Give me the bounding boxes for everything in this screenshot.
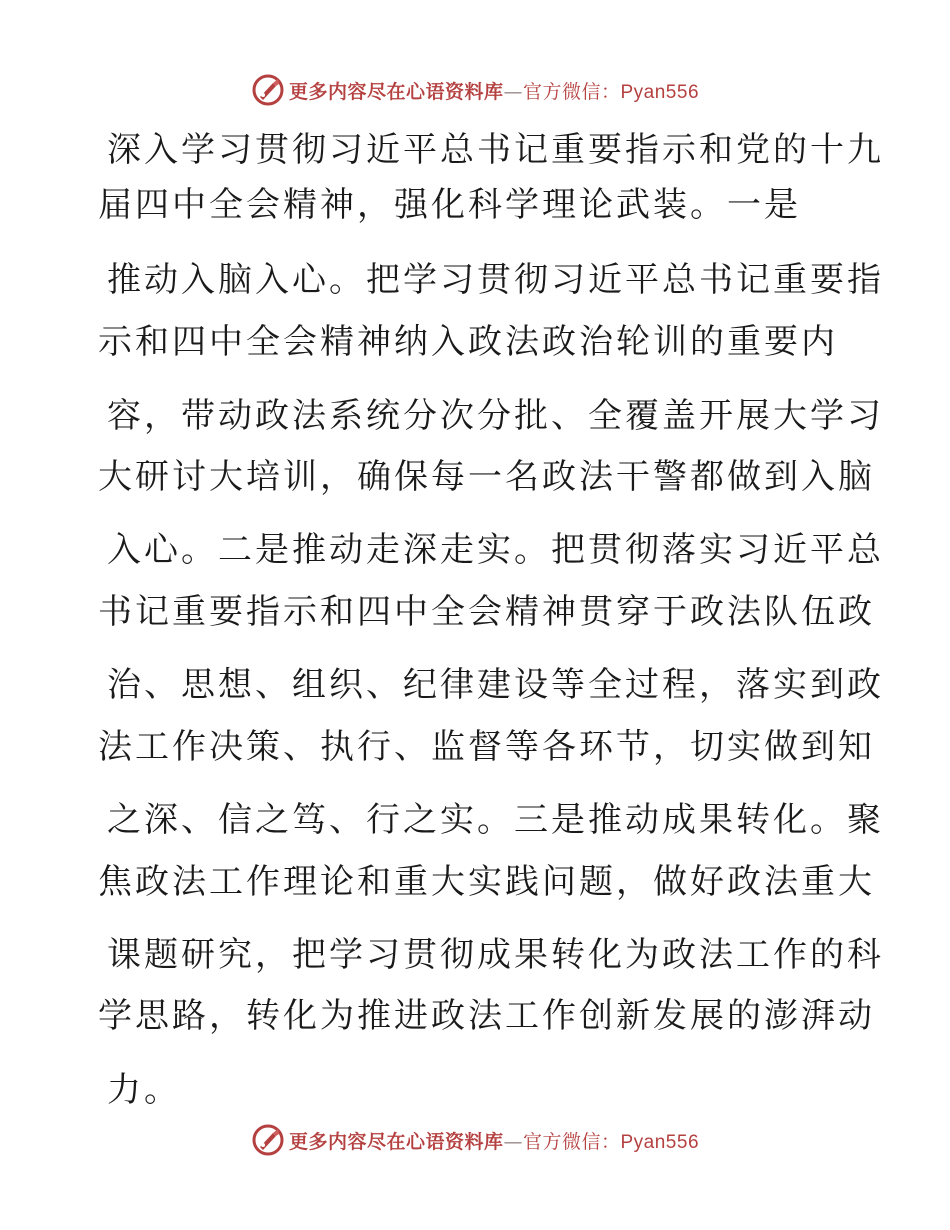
document-line: 课题研究，把学习贯彻成果转化为政法工作的科 <box>107 935 884 975</box>
document-line: 法工作决策、执行、监督等各环节，切实做到知 <box>98 727 875 767</box>
header-banner-wechat: 官方微信：Pyan556 <box>523 81 700 103</box>
document-line: 容，带动政法系统分次分批、全覆盖开展大学习 <box>107 396 884 436</box>
document-line: 深入学习贯彻习近平总书记重要指示和党的十九 <box>107 130 884 170</box>
footer-banner-text <box>289 1127 699 1154</box>
footer-banner-wechat: 官方微信：Pyan556 <box>523 1131 700 1153</box>
header-banner-title: 更多内容尽在心语资料库 <box>288 80 504 103</box>
document-line: 治、思想、组织、纪律建设等全过程，落实到政 <box>107 665 884 705</box>
document-line: 力。 <box>107 1070 181 1110</box>
document-line: 届四中全会精神，强化科学理论武装。一是 <box>98 185 801 225</box>
header-banner-text <box>289 77 699 104</box>
document-line: 之深、信之笃、行之实。三是推动成果转化。聚 <box>107 800 884 840</box>
document-line: 学思路，转化为推进政法工作创新发展的澎湃动 <box>98 996 875 1036</box>
footer-banner-title: 更多内容尽在心语资料库 <box>288 1130 504 1153</box>
header-banner-separator: — <box>503 80 523 103</box>
footer-banner-separator: — <box>503 1130 523 1153</box>
footer-banner <box>0 1120 950 1160</box>
document-line: 大研讨大培训，确保每一名政法干警都做到入脑 <box>98 457 875 497</box>
document-line: 书记重要指示和四中全会精神贯穿于政法队伍政 <box>98 592 875 632</box>
document-line: 焦政法工作理论和重大实践问题，做好政法重大 <box>98 862 875 902</box>
pen-nib-logo-icon <box>251 73 285 107</box>
header-banner <box>0 70 950 110</box>
document-line: 推动入脑入心。把学习贯彻习近平总书记重要指 <box>107 260 884 300</box>
pen-nib-logo-icon <box>251 1123 285 1157</box>
document-line: 入心。二是推动走深走实。把贯彻落实习近平总 <box>107 530 884 570</box>
document-line: 示和四中全会精神纳入政法政治轮训的重要内 <box>98 322 838 362</box>
